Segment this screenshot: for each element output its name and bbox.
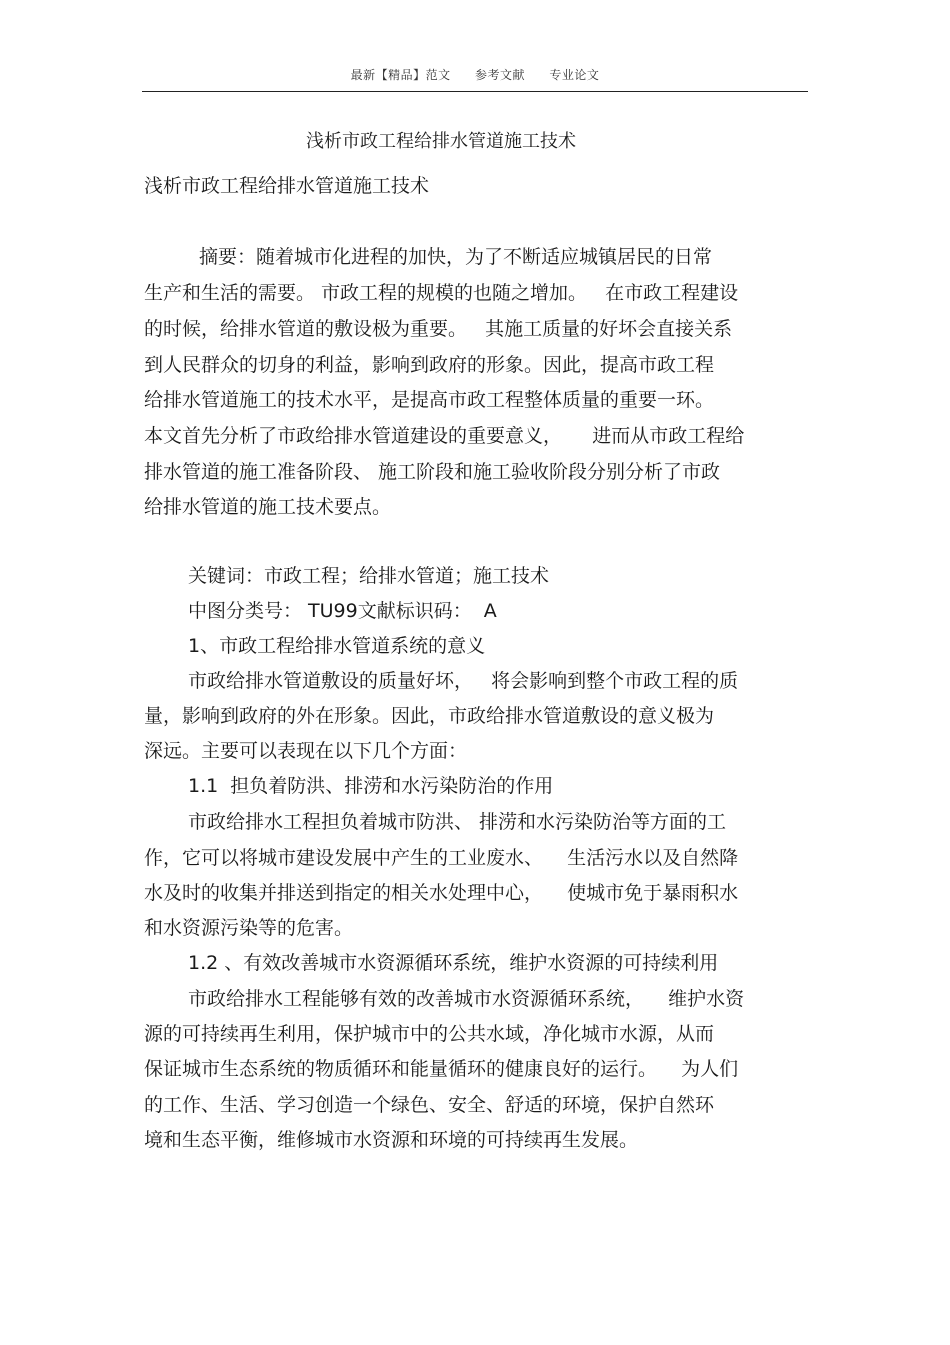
keywords-line: 关键词：市政工程；给排水管道；施工技术 [188,565,550,587]
abstract-line: 给排水管道施工的技术水平，是提高市政工程整体质量的重要一环。 [144,389,715,411]
body-line: 深远。主要可以表现在以下几个方面： [144,740,468,762]
body-line: 境和生态平衡，维修城市水资源和环境的可持续再生发展。 [144,1129,639,1151]
abstract-line: 给排水管道的施工技术要点。 [144,496,392,518]
abstract-line: 排水管道的施工准备阶段、 施工阶段和施工验收阶段分别分析了市政 [144,461,721,483]
body-line: 市政给排水管道敷设的质量好坏， 将会影响到整个市政工程的质 [188,670,739,692]
body-line: 市政给排水工程能够有效的改善城市水资源循环系统， 维护水资 [188,988,745,1010]
abstract-line: 到人民群众的切身的利益，影响到政府的形象。因此，提高市政工程 [144,354,715,376]
page-header [0,66,950,83]
body-line: 作，它可以将城市建设发展中产生的工业废水、 生活污水以及自然降 [144,847,739,869]
document-subtitle: 浅析市政工程给排水管道施工技术 [144,175,430,197]
body-line: 的工作、生活、学习创造一个绿色、安全、舒适的环境，保护自然环 [144,1094,715,1116]
page-title: 浅析市政工程给排水管道施工技术 [306,131,576,152]
header-middle: 参考文献 [474,68,525,82]
header-right: 专业论文 [549,68,600,82]
abstract-line: 摘要：随着城市化进程的加快，为了不断适应城镇居民的日常 [199,246,713,268]
body-line: 水及时的收集并排送到指定的相关水处理中心， 使城市免于暴雨积水 [144,882,739,904]
body-line: 和水资源污染等的危害。 [144,917,354,939]
header-rule [142,91,808,92]
header-left: 最新【精品】范文 [350,68,451,82]
subsection-heading: 1.2 、有效改善城市水资源循环系统，维护水资源的可持续利用 [188,952,719,974]
abstract-line: 生产和生活的需要。 市政工程的规模的也随之增加。 在市政工程建设 [144,282,739,304]
classification-line: 中图分类号： TU99文献标识码： A [188,600,497,622]
body-line: 保证城市生态系统的物质循环和能量循环的健康良好的运行。 为人们 [144,1058,739,1080]
body-line: 源的可持续再生利用，保护城市中的公共水域，净化城市水源，从而 [144,1023,715,1045]
section-heading: 1、市政工程给排水管道系统的意义 [188,635,486,657]
abstract-line: 的时候，给排水管道的敷设极为重要。 其施工质量的好坏会直接关系 [144,318,733,340]
body-line: 市政给排水工程担负着城市防洪、 排涝和水污染防治等方面的工 [188,811,727,833]
subsection-heading: 1.1 担负着防洪、排涝和水污染防治的作用 [188,775,554,797]
body-line: 量，影响到政府的外在形象。因此，市政给排水管道敷设的意义极为 [144,705,715,727]
abstract-line: 本文首先分析了市政给排水管道建设的重要意义， 进而从市政工程给 [144,425,745,447]
